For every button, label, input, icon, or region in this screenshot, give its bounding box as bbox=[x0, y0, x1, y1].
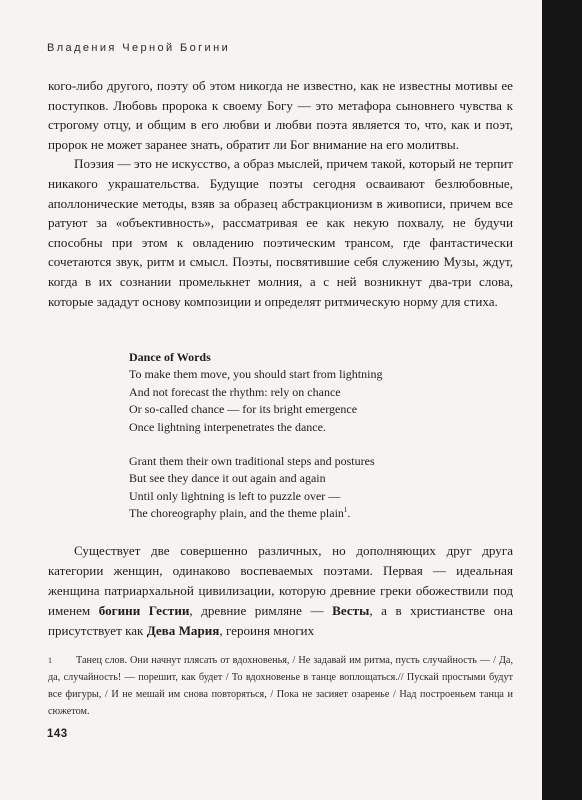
paragraph-3-part-1: Существует две совершенно различных, но дополняющих друг друга категории женщин, одинаково воспеваемых поэтами. Первая — идеальная женщина патриархальной цивилизации, которую древние греки обожествили под именем bbox=[48, 543, 513, 618]
page-number: 143 bbox=[47, 728, 68, 740]
paragraph-3-part-3: , а в христианстве она присутствует как bbox=[48, 603, 513, 638]
poem-line: Once lightning interpenetrates the dance. bbox=[129, 419, 326, 434]
footnote-number: 1 bbox=[48, 656, 52, 665]
footnote-reference: 1 bbox=[343, 506, 348, 515]
poem-line-last: The choreography plain, and the theme plain$^1$. bbox=[129, 506, 351, 521]
body-text-bottom bbox=[48, 541, 513, 641]
poem-line: Until only lightning is left to puzzle over — bbox=[129, 488, 341, 503]
paragraph-3 bbox=[48, 541, 513, 641]
poem-line: To make them move, you should start from lightning bbox=[129, 367, 383, 382]
poem-line: And not forecast the rhythm: rely on chance bbox=[129, 384, 341, 399]
term-vesta: Весты bbox=[332, 603, 370, 618]
running-head: Владения Черной Богини bbox=[47, 42, 231, 54]
paragraph-3-part-4: , героиня многих bbox=[219, 623, 315, 638]
footnote bbox=[48, 652, 513, 720]
paragraph-1: кого-либо другого, поэту об этом никогда не известно, как не известны мотивы ее поступков. Любовь пророка к своему Богу — это метафора сыновнего чувства к строгому отцу, и общим в его любви и любви поэта является то, что, как и поэт, пророк не может заранее знать, обратит ли Бог внимание на его молитвы. bbox=[48, 78, 513, 152]
footnote-text: Танец слов. Они начнут плясать от вдохновенья, / Не задавай им ритма, пусть случайность — / Да, да, случайность! — порешит, как будет / То вдохновенье в танце воплощаться.// Пускай простыми будут все фигуры, / И не мешай им снова повторяться, / Пока не засияет озаренье / Над построеньем танца и сюжетом. bbox=[48, 655, 513, 717]
stanza-gap bbox=[129, 436, 469, 453]
paragraph-2: Поэзия — это не искусство, а образ мыслей, причем такой, который не терпит никакого украшательства. Будущие поэты сегодня осваивают безлюбовные, аполлонические методы, взяв за образец абстракционизм в живописи, причем все ратуют за «объективность», рассматривая ее как некую похвалу, не будучи способны при этом к овладению поэтическим трансом, где фантастически сочетаются звук, ритм и смысл. Поэты, посвятившие себя служению Музы, ждут, когда в их сознании промелькнет молния, а с ней возникнут два-три слова, которые зададут основу композиции и определят ритмическую норму для стиха. bbox=[48, 156, 513, 309]
term-virgin-mary: Дева Мария bbox=[146, 623, 220, 638]
poem-line: Grant them their own traditional steps and postures bbox=[129, 454, 375, 469]
poem-title: Dance of Words bbox=[129, 350, 211, 364]
poem-block bbox=[129, 349, 469, 523]
scan-edge-shadow bbox=[542, 0, 582, 800]
poem-line: But see they dance it out again and again bbox=[129, 471, 326, 486]
poem-line-text: The choreography plain, and the theme plain bbox=[129, 506, 344, 521]
paragraph-3-part-2: , древние римляне — bbox=[189, 603, 333, 618]
body-text-top bbox=[48, 76, 513, 311]
poem-line: Or so-called chance — for its bright emergence bbox=[129, 402, 358, 417]
term-hestia: богини Гестии bbox=[98, 603, 190, 618]
